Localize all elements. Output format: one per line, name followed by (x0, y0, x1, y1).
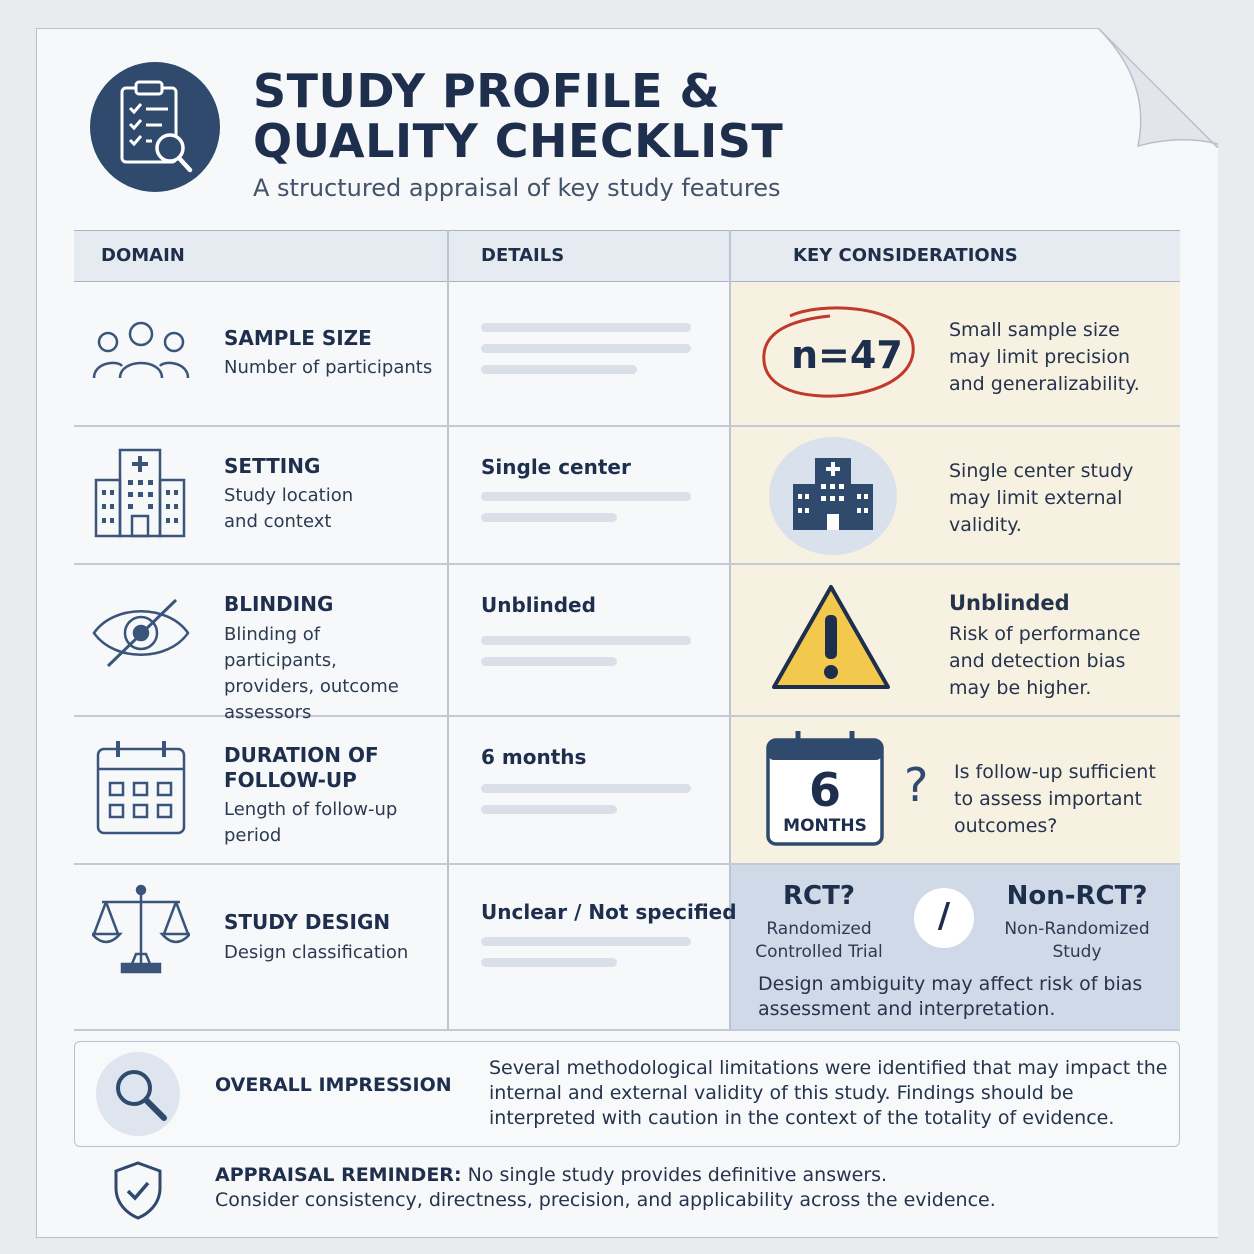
placeholder-line (481, 657, 617, 666)
hospital-building-icon (789, 456, 877, 532)
page-curl (1098, 28, 1218, 148)
key-text-sample-size: Small sample size may limit precision and generalizability. (949, 319, 1140, 395)
rct-sublabel: Randomized Controlled Trial (755, 919, 883, 962)
warning-icon (770, 583, 892, 693)
row-title-duration: DURATION OF FOLLOW-UP (224, 743, 379, 792)
detail-duration: 6 months (481, 745, 587, 769)
key-text-design: Design ambiguity may affect risk of bias assessment and interpretation. (758, 973, 1143, 1020)
placeholder-line (481, 958, 617, 967)
non-rct-label: Non-RCT? (1006, 881, 1148, 911)
row-subtitle-duration: Length of follow-up period (224, 799, 398, 846)
placeholder-line (481, 636, 691, 645)
calendar-number: 6 (808, 763, 841, 817)
overall-impression-text: Several methodological limitations were identified that may impact the internal and external validity of this study. Findings should be interpreted with caution in the context of the totality of evidence. (489, 1057, 1168, 1129)
placeholder-line (481, 492, 691, 501)
reminder-line-1: No single study provides definitive answers. (467, 1164, 888, 1186)
overall-impression-label: OVERALL IMPRESSION (215, 1074, 452, 1096)
placeholder-line (481, 784, 691, 793)
reminder-label: APPRAISAL REMINDER: (215, 1164, 462, 1186)
slash-divider: / (937, 896, 951, 936)
row-subtitle-sample-size: Number of participants (224, 357, 433, 378)
calendar-icon (96, 739, 186, 835)
hospital-icon (92, 446, 188, 538)
page-title (253, 66, 853, 166)
row-divider (74, 863, 1180, 865)
non-rct-sublabel: Non-Randomized Study (1004, 919, 1150, 962)
detail-blinding: Unblinded (481, 593, 596, 617)
scales-icon (92, 884, 190, 978)
calendar-unit: MONTHS (783, 816, 867, 836)
key-text-blinding: Risk of performance and detection bias may be higher. (949, 623, 1141, 699)
header-details: DETAILS (481, 245, 565, 266)
row-subtitle-setting: Study location and context (224, 485, 354, 532)
placeholder-line (481, 344, 691, 353)
title-line-1: STUDY PROFILE & (253, 64, 721, 118)
row-subtitle-design: Design classification (224, 942, 409, 963)
title-line-2: QUALITY CHECKLIST (253, 114, 784, 168)
placeholder-line (481, 937, 691, 946)
placeholder-line (481, 513, 617, 522)
placeholder-line (481, 805, 617, 814)
eye-crossed-icon (92, 596, 190, 670)
header-domain: DOMAIN (101, 245, 185, 266)
appraisal-reminder (215, 1163, 1115, 1213)
row-divider (74, 563, 1180, 565)
placeholder-line (481, 323, 691, 332)
detail-setting: Single center (481, 455, 631, 479)
row-title-blinding: BLINDING (224, 592, 334, 616)
placeholder-line (481, 365, 637, 374)
sample-size-badge: n=47 (791, 333, 903, 377)
row-divider (74, 425, 1180, 427)
rct-label: RCT? (783, 881, 855, 911)
question-mark-icon: ? (904, 758, 929, 812)
reminder-line-2: Consider consistency, directness, precision, and applicability across the evidence. (215, 1189, 996, 1211)
checklist-logo-icon (90, 62, 220, 192)
column-divider (447, 230, 449, 1030)
row-subtitle-blinding: Blinding of participants, providers, outcome assessors (224, 624, 399, 723)
shield-check-icon (112, 1160, 164, 1220)
row-divider (74, 1029, 1180, 1031)
row-title-setting: SETTING (224, 454, 321, 478)
row-title-design: STUDY DESIGN (224, 910, 391, 934)
header-key-considerations: KEY CONSIDERATIONS (793, 245, 1018, 266)
row-title-sample-size: SAMPLE SIZE (224, 326, 372, 350)
page-subtitle: A structured appraisal of key study features (253, 174, 781, 202)
detail-design: Unclear / Not specified (481, 900, 737, 924)
key-text-duration: Is follow-up sufficient to assess important outcomes? (954, 761, 1156, 837)
people-icon (92, 320, 190, 382)
key-title-blinding: Unblinded (949, 591, 1070, 615)
key-text-setting: Single center study may limit external validity. (949, 460, 1134, 536)
table-header (74, 230, 1180, 282)
magnifier-icon (110, 1064, 170, 1124)
